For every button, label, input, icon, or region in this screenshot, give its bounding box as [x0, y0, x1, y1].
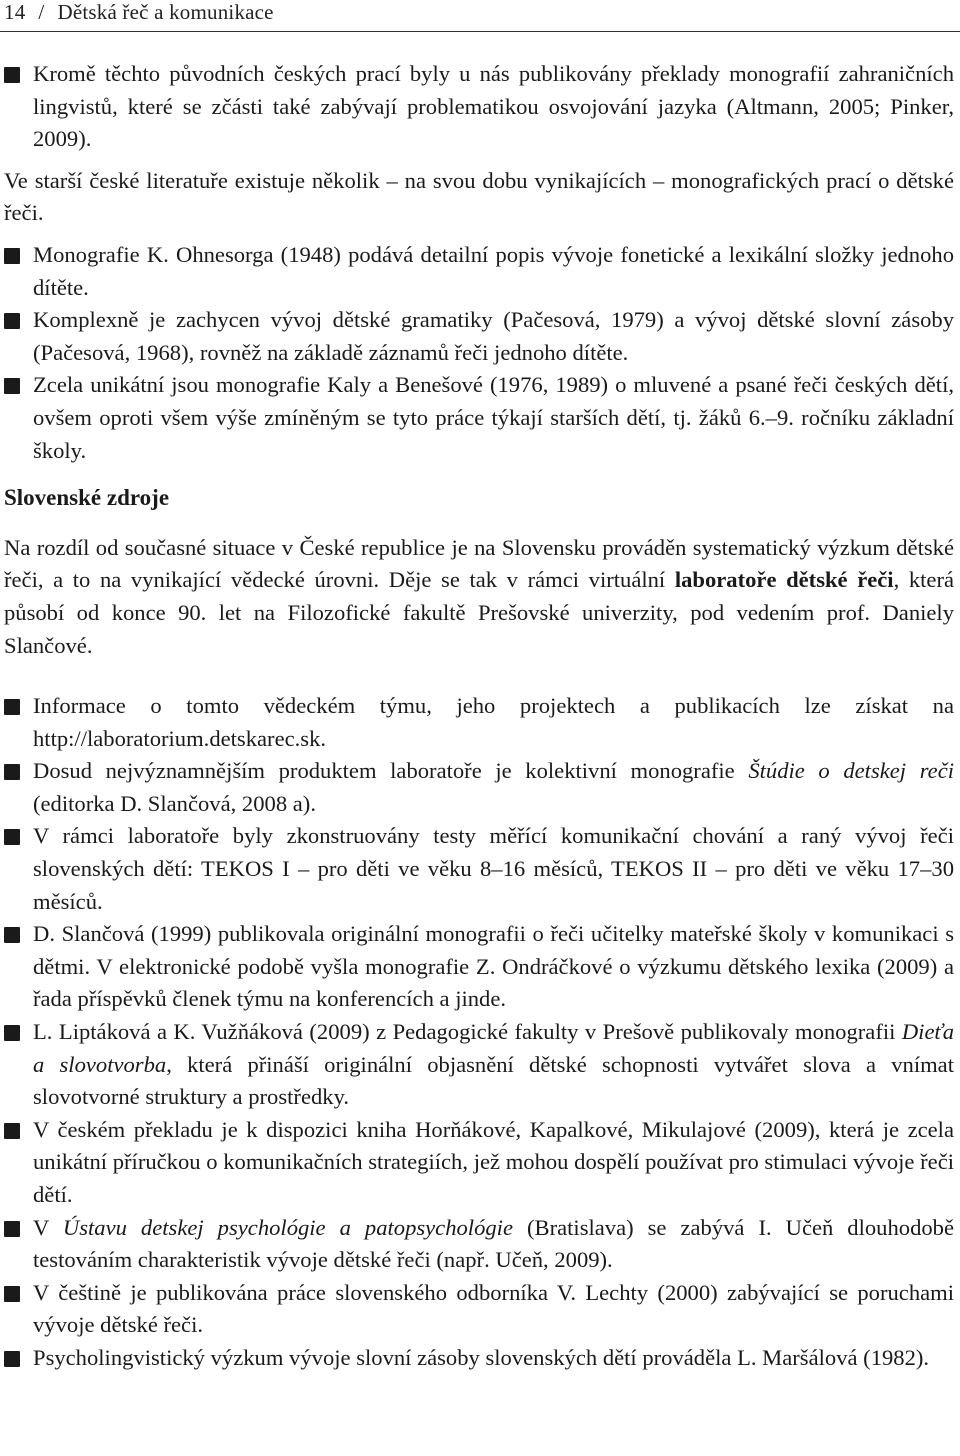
list-item [4, 1016, 954, 1114]
square-bullet-icon [4, 313, 20, 329]
square-bullet-icon [4, 699, 20, 715]
bold-term: laboratoře dětské řeči [674, 567, 894, 593]
square-bullet-icon [4, 1351, 20, 1367]
square-bullet-icon [4, 764, 20, 780]
square-bullet-icon [4, 829, 20, 845]
list-item-text: Kromě těchto původních českých prací byly u nás publikovány překlady monografií zahraničních lingvistů, které se zčásti také zabývají problematikou osvojování jazyka (Altmann, 2005; Pinker, 2009). [33, 61, 954, 152]
list-item-text: L. Liptáková a K. Vužňáková (2009) z Pedagogické fakulty v Prešově publikovaly monografii [33, 1019, 902, 1045]
list-item [4, 239, 954, 304]
book-title: Dieťa a slovotvorba [33, 1019, 954, 1077]
book-title: Štúdie o detskej reči [748, 758, 955, 784]
header-separator: / [38, 0, 45, 24]
list-item-text: Zcela unikátní jsou monografie Kaly a Benešové (1976, 1989) o mluvené a psané řeči českých dětí, ovšem oproti všem výše zmíněným se tyto práce týkají starších dětí, tj. žáků 6.–9. ročníku základní školy. [33, 372, 954, 463]
list-item [4, 1212, 954, 1277]
list-item [4, 820, 954, 918]
running-title: Dětská řeč a komunikace [57, 0, 274, 24]
page-number: 14 [4, 0, 26, 24]
list-item-text: Monografie K. Ohnesorga (1948) podává detailní popis vývoje fonetické a lexikální složky jednoho dítěte. [33, 241, 954, 300]
square-bullet-icon [4, 378, 20, 394]
square-bullet-icon [4, 1123, 20, 1139]
list-item-text: (Bratislava) se zabývá I. Učeň dlouhodobě testováním charakteristik vývoje dětské řeči (např. Učeň, 2009). [33, 1214, 954, 1273]
list-item [4, 369, 954, 467]
paragraph-text-1: Na rozdíl od současné situace v České republice je na Slovensku prováděn systematický výzkum dětské řeči, a to na vynikající vědecké úrovni. Děje se tak v rámci virtuální [4, 534, 954, 593]
list-item [4, 1342, 954, 1375]
square-bullet-icon [4, 1286, 20, 1302]
list-item-text: V češtině je publikována práce slovenského odborníka V. Lechty (2000) zabývající se poruchami vývoje dětské řeči. [33, 1279, 954, 1338]
list-item-text: Komplexně je zachycen vývoj dětské gramatiky (Pačesová, 1979) a vývoj dětské slovní zásoby (Pačesová, 1968), rovněž na základě záznamů řeči jednoho dítěte. [33, 307, 954, 365]
list-item-text: (editorka D. Slančová, 2008 a). [33, 790, 316, 816]
list-item-text: , která přináší originální objasnění dětské schopnosti vytvářet slova a vnímat slovotvorné struktury a prostředky. [33, 1051, 954, 1110]
list-item-text: V rámci laboratoře byly zkonstruovány testy měřící komunikační chování a raný vývoj řeči slovenských dětí: TEKOS I – pro děti ve věku 8–16 měsíců, TEKOS II – pro děti ve věku 17–30 měsíců. [33, 823, 954, 914]
list-item-text: Informace o tomto vědeckém týmu, jeho projektech a publikacích lze získat na http://laboratorium.detskarec.sk. [33, 693, 954, 751]
section-paragraph [4, 532, 954, 662]
square-bullet-icon [4, 67, 20, 83]
square-bullet-icon [4, 1221, 20, 1237]
list-item [4, 58, 954, 156]
list-item [4, 755, 954, 820]
square-bullet-icon [4, 1025, 20, 1041]
list-item-text: D. Slančová (1999) publikovala originální monografii o řeči učitelky mateřské školy v komunikaci s dětmi. V elektronické podobě vyšla monografie Z. Ondráčkové o výzkumu dětského lexika (2009) a řada příspěvků členek týmu na konferencích a jinde. [33, 921, 954, 1012]
list-item [4, 1277, 954, 1342]
list-item [4, 918, 954, 1016]
list-item-text: V českém překladu je k dispozici kniha Horňákové, Kapalkové, Mikulajové (2009), která je zcela unikátní příručkou o komunikačních strategiích, jež mohou dospělí používat pro stimulaci vývoje řeči dětí. [33, 1116, 954, 1207]
running-head [4, 0, 274, 24]
institution-name: Ústavu detskej psychológie a patopsychológie [62, 1214, 513, 1240]
list-item-text: Psycholingvistický výzkum vývoje slovní zásoby slovenských dětí prováděla L. Maršálová (1982). [33, 1344, 930, 1370]
section-heading: Slovenské zdroje [4, 485, 170, 511]
list-item [4, 304, 954, 369]
square-bullet-icon [4, 927, 20, 943]
square-bullet-icon [4, 248, 20, 264]
header-rule [0, 31, 960, 32]
paragraph [4, 165, 954, 230]
list-item-text: V [33, 1214, 63, 1240]
list-item [4, 690, 954, 755]
list-item [4, 1114, 954, 1212]
paragraph-text-2: , která působí od konce 90. let na Filozofické fakultě Prešovské univerzity, pod vedením prof. Daniely Slančové. [4, 567, 954, 658]
list-item-text: Dosud nejvýznamnějším produktem laboratoře je kolektivní monografie [33, 758, 749, 784]
paragraph-text: Ve starší české literatuře existuje několik – na svou dobu vynikajících – monografických prací o dětské řeči. [4, 167, 954, 226]
page-body [4, 58, 954, 1375]
